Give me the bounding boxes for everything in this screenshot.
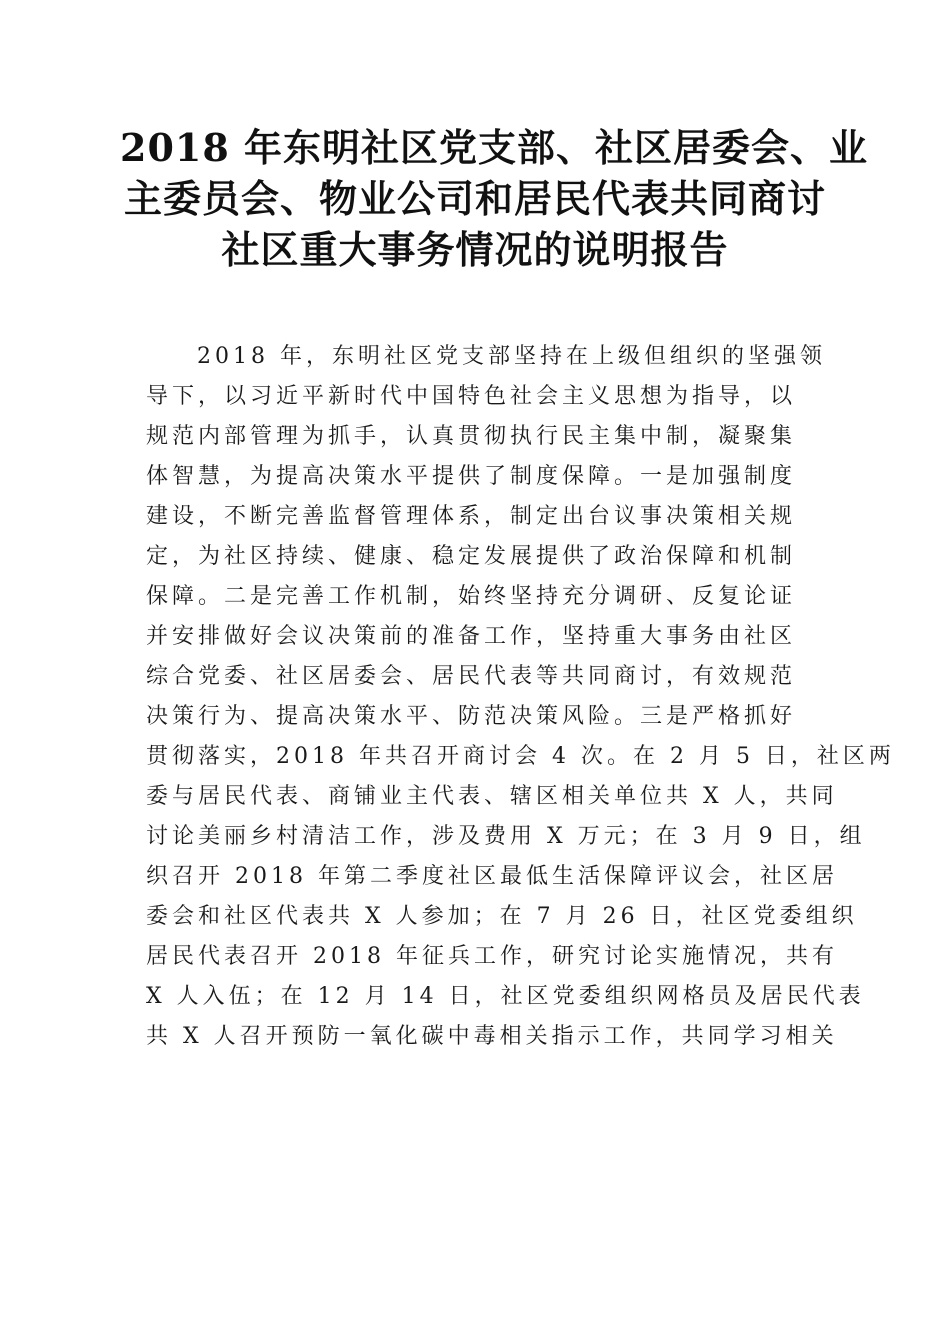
- body-line-10: 决策行为、提高决策水平、防范决策风险。三是严格抓好: [146, 704, 797, 729]
- title-line-1: 2018 年东明社区党支部、社区居委会、业: [120, 125, 868, 170]
- report-body-paragraph: [146, 337, 895, 1057]
- body-line-5: 建设，不断完善监督管理体系，制定出台议事决策相关规: [146, 504, 797, 529]
- document-title: [120, 122, 868, 275]
- body-line-6: 定，为社区持续、健康、稳定发展提供了政治保障和机制: [146, 544, 797, 569]
- body-line-2: 导下，以习近平新时代中国特色社会主义思想为指导，以: [146, 384, 797, 409]
- body-line-12: 委与居民代表、商铺业主代表、辖区相关单位共 X 人，共同: [146, 784, 838, 809]
- body-line-14: 织召开 2018 年第二季度社区最低生活保障评议会，社区居: [146, 864, 838, 889]
- body-line-17: X 人入伍；在 12 月 14 日，社区党委组织网格员及居民代表: [146, 984, 865, 1009]
- body-line-7: 保障。二是完善工作机制，始终坚持充分调研、反复论证: [146, 584, 797, 609]
- body-line-3: 规范内部管理为抓手，认真贯彻执行民主集中制，凝聚集: [146, 424, 797, 449]
- body-line-16: 居民代表召开 2018 年征兵工作，研究讨论实施情况，共有: [146, 944, 838, 969]
- title-line-3: 社区重大事务情况的说明报告: [221, 227, 729, 272]
- body-line-18: 共 X 人召开预防一氧化碳中毒相关指示工作，共同学习相关: [146, 1024, 838, 1049]
- title-line-2: 主委员会、物业公司和居民代表共同商讨: [123, 176, 826, 221]
- body-line-11: 贯彻落实，2018 年共召开商讨会 4 次。在 2 月 5 日，社区两: [146, 744, 895, 769]
- body-line-1: 2018 年，东明社区党支部坚持在上级但组织的坚强领: [197, 344, 826, 369]
- body-line-9: 综合党委、社区居委会、居民代表等共同商讨，有效规范: [146, 664, 797, 689]
- body-line-8: 并安排做好会议决策前的准备工作，坚持重大事务由社区: [146, 624, 797, 649]
- body-line-13: 讨论美丽乡村清洁工作，涉及费用 X 万元；在 3 月 9 日，组: [146, 824, 866, 849]
- body-line-15: 委会和社区代表共 X 人参加；在 7 月 26 日，社区党委组织: [146, 904, 858, 929]
- body-line-4: 体智慧，为提高决策水平提供了制度保障。一是加强制度: [146, 464, 797, 489]
